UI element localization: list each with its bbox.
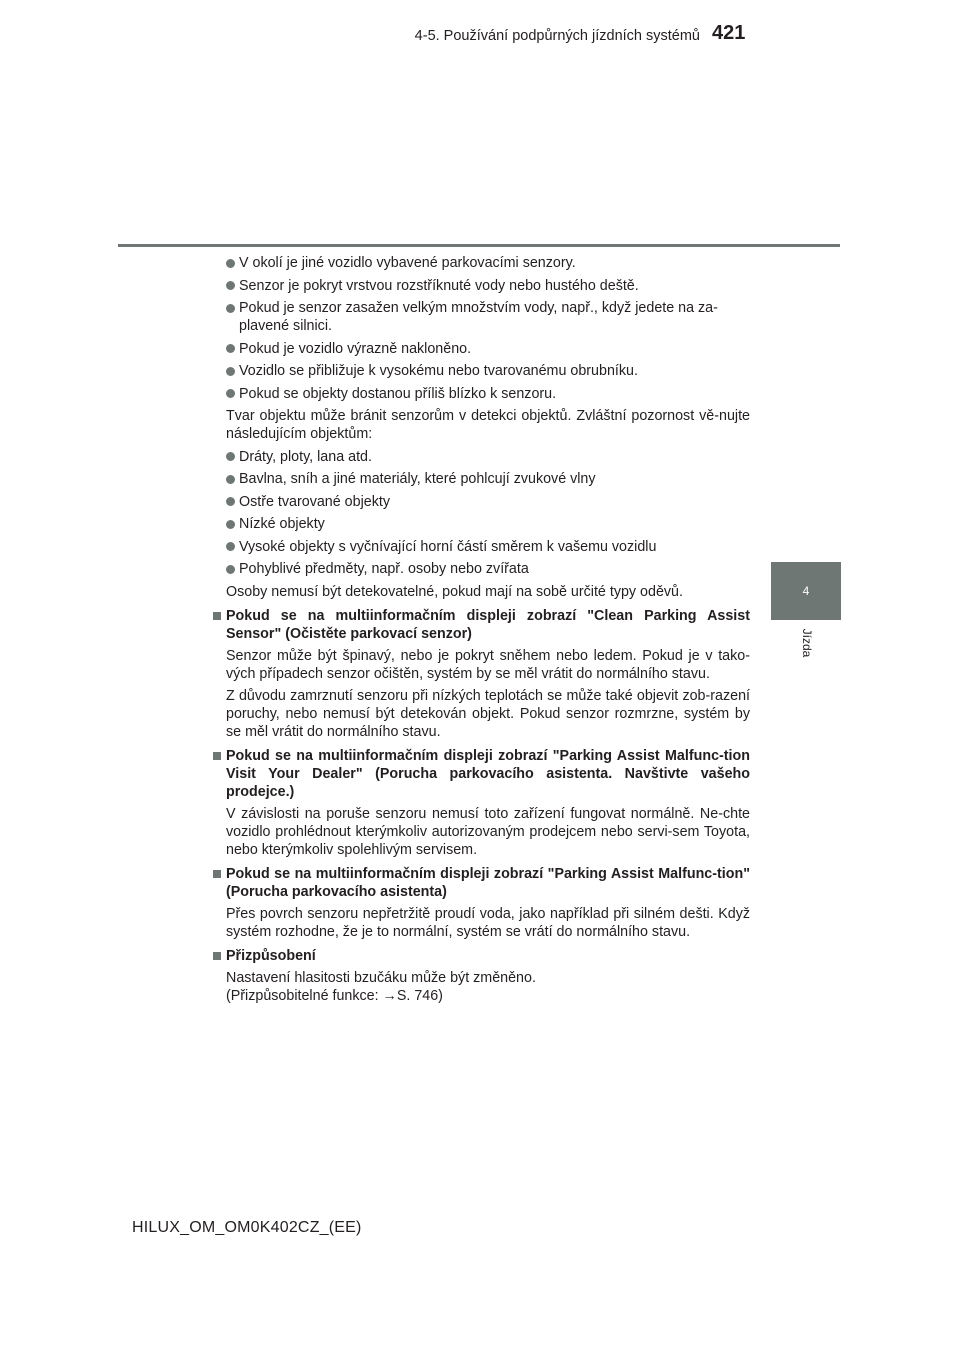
clothing-paragraph: Osoby nemusí být detekovatelné, pokud mají na sobě určité typy oděvů. [226,583,683,600]
bullet-icon [226,259,235,268]
square-bullet-icon [213,870,221,878]
section-heading: Přizpůsobení [226,948,316,964]
square-bullet-icon [213,612,221,620]
chapter-label-text: Jízda [800,628,814,658]
list-item: Pokud se objekty dostanou příliš blízko k senzoru. [226,385,750,403]
section-heading: Pokud se na multiinformačním displeji zobrazí "Parking Assist Malfunc-tion" (Porucha parkovacího asistenta) [226,866,750,900]
shape-paragraph: Tvar objektu může bránit senzorům v detekci objektů. Zvláštní pozornost vě-nujte následujícím objektům: [226,408,750,442]
list-item: V okolí je jiné vozidlo vybavené parkovacími senzory. [226,254,750,272]
page-number: 421 [712,22,746,44]
section-paragraph: V závislosti na poruše senzoru nemusí toto zařízení fungovat normálně. Ne-chte vozidlo prohlédnout kterýmkoliv autorizovaným prodejcem nebo servi-sem Toyota, nebo kterýmkoliv spolehlivým servisem. [226,806,750,858]
bullet-icon [226,565,235,574]
bullet-icon [226,452,235,461]
list-item: Vysoké objekty s vyčnívající horní částí směrem k vašemu vozidlu [226,538,750,556]
conditions-list [226,254,750,403]
document-code: HILUX_OM_OM0K402CZ_(EE) [132,1219,362,1236]
list-item: Bavlna, sníh a jiné materiály, které pohlcují zvukové vlny [226,470,750,488]
section-clean-sensor [226,607,750,742]
section-customization [226,947,750,1005]
bullet-icon [226,389,235,398]
list-item: Nízké objekty [226,515,750,533]
bullet-icon [226,281,235,290]
list-item: Pokud je vozidlo výrazně nakloněno. [226,340,750,358]
list-item: Pohyblivé předměty, např. osoby nebo zvířata [226,560,750,578]
chapter-label [780,626,834,670]
bullet-icon [226,520,235,529]
section-paragraph: Přes povrch senzoru nepřetržitě proudí voda, jako například při silném dešti. Když systém rozhodne, že je to normální, systém se vrátí do normálního stavu. [226,906,750,940]
list-item: Dráty, ploty, lana atd. [226,448,750,466]
page-reference-link[interactable]: (Přizpůsobitelné funkce: →S. 746) [226,988,443,1004]
square-bullet-icon [213,752,221,760]
bullet-icon [226,542,235,551]
square-bullet-icon [213,952,221,960]
section-paragraph: Senzor může být špinavý, nebo je pokryt sněhem nebo ledem. Pokud je v tako-vých případech senzor očištěn, systém by se měl vrátit do normálního stavu. [226,647,750,682]
list-item: Senzor je pokryt vrstvou rozstříknuté vody nebo hustého deště. [226,277,750,295]
list-item: Ostře tvarované objekty [226,493,750,511]
bullet-icon [226,344,235,353]
objects-list [226,448,750,579]
page-content [226,254,750,1010]
section-heading: Pokud se na multiinformačním displeji zobrazí "Clean Parking Assist Sensor" (Očistěte parkovací senzor) [226,607,750,642]
bullet-icon [226,304,235,313]
section-paragraph: Nastavení hlasitosti bzučáku může být změněno. [226,970,536,986]
list-item: Pokud je senzor zasažen velkým množstvím vody, např., když jedete na za-plavené silnici. [226,299,750,335]
bullet-icon [226,475,235,484]
header-section-title: 4-5. Používání podpůrných jízdních systémů [414,28,700,44]
header-divider [118,244,840,247]
bullet-icon [226,497,235,506]
bullet-icon [226,367,235,376]
section-heading: Pokud se na multiinformačním displeji zobrazí "Parking Assist Malfunc-tion Visit Your Dealer" (Porucha parkovacího asistenta. Navštivte vašeho prodejce.) [226,748,750,800]
section-malfunction-dealer [226,747,750,859]
section-malfunction [226,865,750,941]
chapter-tab[interactable]: 4 [771,562,841,620]
list-item: Vozidlo se přibližuje k vysokému nebo tvarovanému obrubníku. [226,362,750,380]
section-paragraph: Z důvodu zamrznutí senzoru při nízkých teplotách se může také objevit zob-razení poruchy, nebo nemusí být detekován objekt. Pokud senzor rozmrzne, systém by se měl vrátit do normálního stavu. [226,688,750,740]
